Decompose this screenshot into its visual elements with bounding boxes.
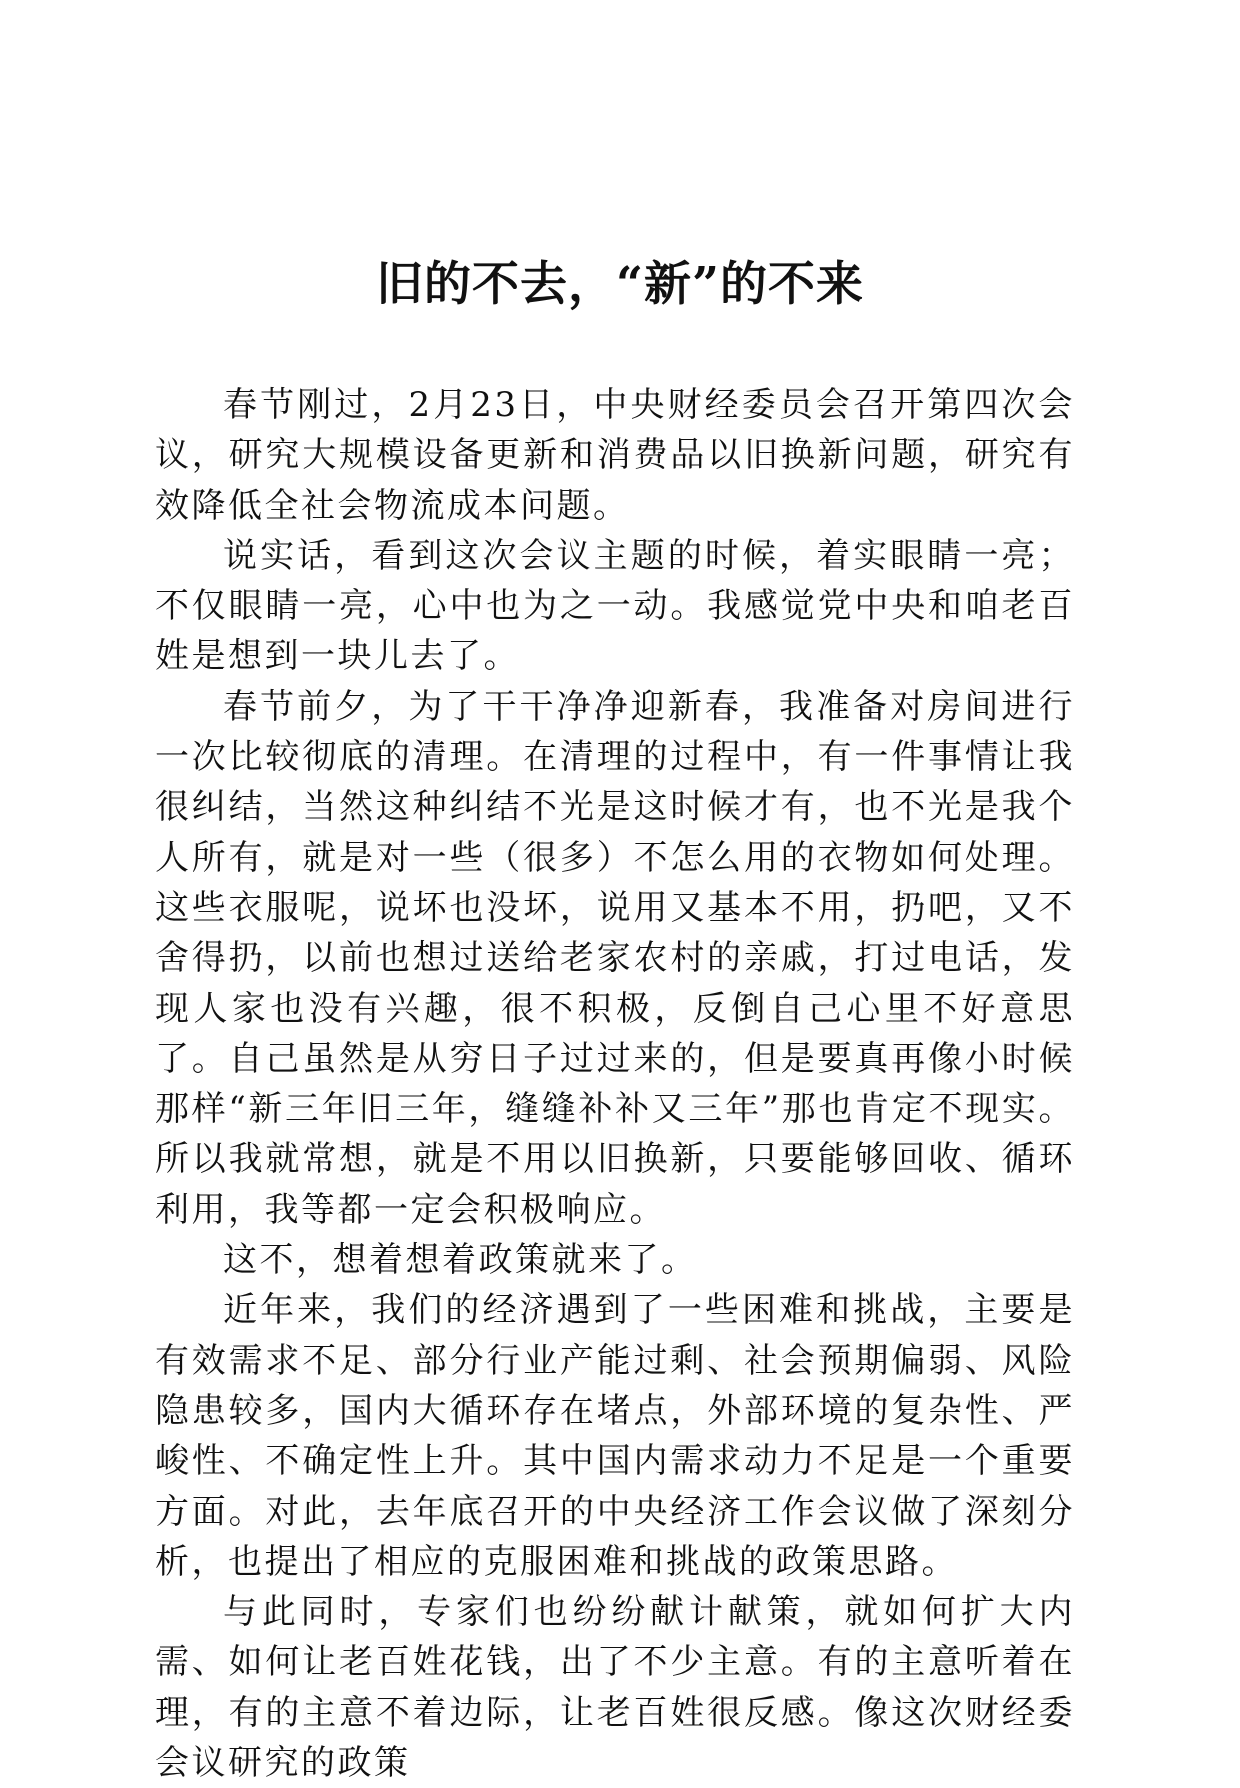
paragraph-4: 这不，想着想着政策就来了。 [223,1240,698,1281]
paragraph-1: 春节刚过，2月23日，中央财经委员会召开第四次会议，研究大规模设备更新和消费品以旧换新问题，研究有效降低全社会物流成本问题。 [155,385,1075,526]
document-title: 旧的不去，“新”的不来 [375,257,865,312]
paragraph-5: 近年来，我们的经济遇到了一些困难和挑战，主要是有效需求不足、部分行业产能过剩、社会预期偏弱、风险隐患较多，国内大循环存在堵点，外部环境的复杂性、严峻性、不确定性上升。其中国内需求动力不足是一个重要方面。对此，去年底召开的中央经济工作会议做了深刻分析，也提出了相应的克服困难和挑战的政策思路。 [155,1290,1075,1582]
paragraph-3: 春节前夕，为了干干净净迎新春，我准备对房间进行一次比较彻底的清理。在清理的过程中，有一件事情让我很纠结，当然这种纠结不光是这时候才有，也不光是我个人所有，就是对一些（很多）不怎么用的衣物如何处理。这些衣服呢，说坏也没坏，说用又基本不用，扔吧，又不舍得扔，以前也想过送给老家农村的亲戚，打过电话，发现人家也没有兴趣，很不积极，反倒自己心里不好意思了。自己虽然是从穷日子过过来的，但是要真再像小时候那样“新三年旧三年，缝缝补补又三年”那也肯定不现实。所以我就常想，就是不用以旧换新，只要能够回收、循环利用，我等都一定会积极响应。 [155,686,1075,1230]
document-body [155,380,1075,1788]
paragraph-2: 说实话，看到这次会议主题的时候，着实眼睛一亮；不仅眼睛一亮，心中也为之一动。我感觉党中央和咱老百姓是想到一块儿去了。 [155,535,1075,677]
paragraph-6: 与此同时，专家们也纷纷献计献策，就如何扩大内需、如何让老百姓花钱，出了不少主意。有的主意听着在理，有的主意不着边际，让老百姓很反感。像这次财经委会议研究的政策 [155,1592,1075,1784]
